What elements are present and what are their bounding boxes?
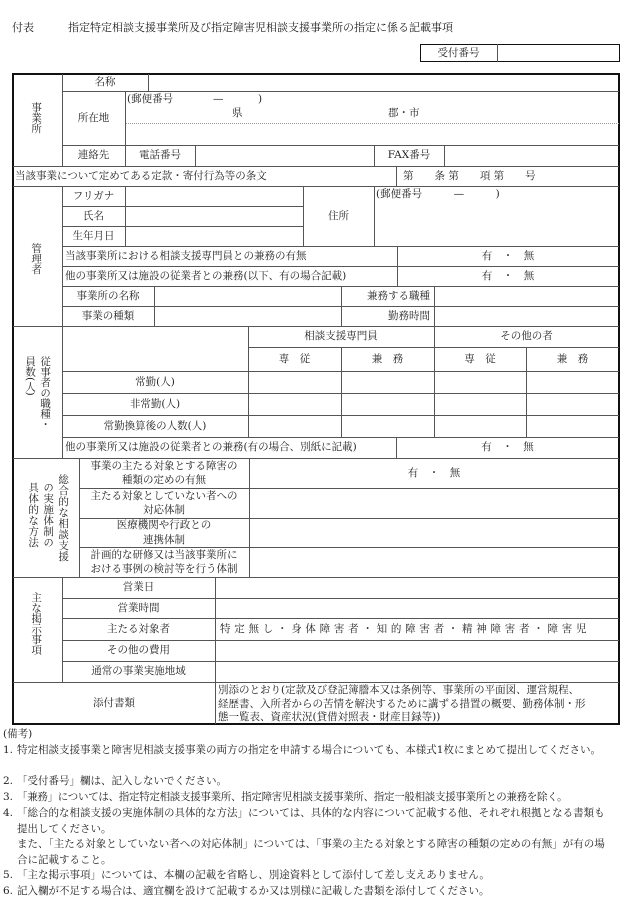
office-name-label: 名称 [94,76,116,89]
system-row-label-line: 医療機関や行政との [116,519,212,532]
posting-row-label: 営業日 [122,581,155,594]
office-county-city: 郡・市 [388,107,420,119]
receipt-number-field[interactable] [498,44,619,62]
manager-work-hours-label: 勤務時間 [388,309,430,322]
posting-target-persons-field[interactable]: 特 定 無 し ・ 身 体 障 害 者 ・ 知 的 障 害 者 ・ 精 神 障 害 者 ・ 障 害 児 [220,622,587,635]
note-number: 3. [3,791,14,803]
staff-col-specialist-concurrent: 兼 務 [371,352,404,365]
note-number: 5. [3,869,14,881]
office-phone-field[interactable] [196,145,374,166]
posting-business-days-field[interactable] [216,577,619,598]
staff-fulltime-specialist-dedicated-field[interactable] [249,372,341,393]
staff-group-specialist: 相談支援専門員 [304,330,378,343]
note-text: 特定相談支援事業と障害児相談支援事業の両方の指定を申請する場合についても、本様式1枚にまとめて提出してください。 [17,744,601,756]
notes-heading: (備考) [3,728,33,740]
note-item [3,837,618,868]
system-row-label-line: 連携体制 [143,533,185,546]
system-disability-type-choice[interactable]: 有 ・ 無 [407,466,461,479]
articles-field[interactable]: 第 条 第 項 第 号 [403,169,536,182]
manager-concurrent-other-label: 他の事業所又は施設の従業者との兼務(以下、有の場合記載) [65,269,347,282]
staff-fulltime-other-concurrent-field[interactable] [527,372,619,393]
note-text: 「主な掲示事項」については、本欄の記載を省略し、別途資料として添付して差し支えありません。 [17,869,490,881]
note-number: 6. [3,885,14,897]
staff-group-other: その他の者 [500,330,553,343]
posting-row-label: 通常の事業実施地域 [91,665,186,678]
note-text: 「兼務」については、指定特定相談支援事業所、指定障害児相談支援事業所、指定一般相談支援事業所との兼務を除く。 [17,791,568,803]
system-section-label-1: 具体的な方法 [27,482,40,548]
attachments-line: 別添のとおり(定款及び登記簿謄本又は条例等、事業所の平面図、運営規程、 [218,684,580,696]
note-item [3,806,618,837]
staff-parttime-specialist-dedicated-field[interactable] [249,394,341,415]
manager-office-name-label: 事業所の名称 [76,289,140,302]
note-text: 「受付番号」欄は、記入しないでください。 [17,775,227,787]
form-title: 指定特定相談支援事業所及び指定障害児相談支援事業所の指定に係る記載事項 [68,21,453,34]
posting-row-label: 主たる対象者 [107,622,170,635]
staff-fulltime-specialist-concurrent-field[interactable] [342,372,434,393]
system-row-label [79,458,249,488]
system-non-target-response-field[interactable] [250,488,619,518]
system-row-label-line: おける事例の検討等を行う体制 [90,563,238,575]
office-name-field[interactable] [149,74,619,91]
appendix-label: 付表 [12,21,34,34]
office-contact-label: 連絡先 [77,149,110,162]
system-row-label [79,547,249,577]
note-item [3,868,618,884]
system-section-label-3: 総合的な相談支援 [57,474,70,562]
manager-concurrent-other-choice[interactable]: 有 ・ 無 [481,269,535,282]
note-text: また、「主たる対象としていない者への対応体制」については、「事業の主たる対象とする障害の種類の定めの有無」が有の場合に記載すること。 [17,838,605,866]
office-postal-prefix: (郵便番号 [127,93,174,105]
office-prefecture: 県 [232,107,243,119]
manager-section-label: 管理者 [30,243,43,275]
staff-row-label: 常勤換算後の人数(人) [103,419,207,432]
posting-other-fees-field[interactable] [216,640,619,661]
office-fax-field[interactable] [445,145,619,166]
posting-section-label: 主な掲示事項 [30,592,43,655]
posting-business-hours-field[interactable] [216,598,619,618]
office-phone-label: 電話番号 [139,149,181,162]
manager-business-type-label: 事業の種類 [81,309,135,322]
staff-parttime-other-concurrent-field[interactable] [527,394,619,415]
manager-office-name-field[interactable] [155,287,341,306]
note-item [3,743,618,759]
manager-birthdate-label: 生年月日 [72,229,115,242]
office-fax-label: FAX番号 [387,149,431,162]
manager-address-field[interactable] [375,202,619,246]
manager-concurrent-specialist-choice[interactable]: 有 ・ 無 [481,249,535,262]
note-item [3,774,618,790]
articles-label: 当該事業について定めてある定款・寄付行為等の条文 [15,169,267,182]
manager-furigana-label: フリガナ [72,189,115,202]
note-text: 記入欄が不足する場合は、適宜欄を設けて記載するか又は別様に記載した書類を添付してください。 [17,885,490,897]
staff-fte-specialist-dedicated-field[interactable] [249,416,341,437]
system-row-label-line: 種類の定めの有無 [122,474,206,486]
attachments-line: 態一覧表、資産状況(貸借対照表・財産目録等)) [218,711,441,723]
staff-col-other-dedicated: 専 従 [464,352,496,365]
staff-section-label-2: 員数(人) [24,356,37,396]
office-postal-suffix: ) [258,93,263,105]
manager-job-type-field[interactable] [435,287,619,306]
attachments-line: 経歴書、入所者からの苦情を解決するために講ずる措置の概要、勤務体制・形 [218,697,586,710]
note-number: 1. [3,744,14,756]
system-row-label-line: 対応体制 [143,504,185,516]
manager-furigana-field[interactable] [126,187,303,206]
manager-address-label: 住所 [328,209,349,222]
posting-row-label: その他の費用 [107,644,170,657]
note-text: 「総合的な相談支援の実施体制の具体的な方法」については、具体的な内容について記載する他、それぞれ根拠となる書類も提出してください。 [17,807,605,835]
system-row-label [79,518,249,547]
manager-business-type-field[interactable] [155,307,341,326]
staff-section-label-1: 従事者の職種・ [39,356,52,430]
manager-birthdate-field[interactable] [126,227,303,246]
staff-parttime-specialist-concurrent-field[interactable] [342,394,434,415]
manager-postal-text: (郵便番号 — ) [376,188,500,200]
staff-fte-specialist-concurrent-field[interactable] [342,416,434,437]
note-number: 4. [3,807,14,819]
manager-name-label: 氏名 [83,209,104,222]
staff-parttime-other-dedicated-field[interactable] [435,394,526,415]
staff-concurrent-label: 他の事業所又は施設の従業者との兼務(有の場合、別紙に記載) [65,441,357,454]
note-number: 2. [3,775,14,787]
manager-concurrent-specialist-label: 当該事業所における相談支援専門員との兼務の有無 [65,249,307,262]
system-row-label-line: 事業の主たる対象とする障害の [90,459,238,472]
staff-row-label: 常勤(人) [135,375,175,388]
manager-job-type-label: 兼務する職種 [367,289,430,302]
system-row-label-line: 計画的な研修又は当該事業所に [90,548,238,561]
receipt-number-label: 受付番号 [437,46,480,59]
attachments-text [218,684,618,725]
staff-row-label: 非常勤(人) [129,397,181,410]
staff-concurrent-choice[interactable]: 有 ・ 無 [481,441,534,454]
system-training-field[interactable] [250,547,619,577]
manager-name-field[interactable] [126,207,303,226]
note-item [3,884,618,900]
posting-service-area-field[interactable] [216,661,619,682]
note-item [3,790,618,806]
attachments-label: 添付書類 [93,696,135,709]
office-section-label: 事業所 [30,102,43,134]
system-row-label [79,488,249,518]
staff-col-other-concurrent: 兼 務 [556,352,589,365]
office-location-label: 所在地 [77,111,110,124]
staff-col-specialist-dedicated: 専 従 [278,352,311,365]
system-section-label-2: の実施体制の [42,482,55,548]
system-row-label-line: 主たる対象としていない者への [90,489,238,502]
staff-fte-other-concurrent-field[interactable] [527,416,619,437]
staff-fulltime-other-dedicated-field[interactable] [435,372,526,393]
posting-row-label: 営業時間 [117,601,160,614]
office-postal-dash: — [213,93,224,105]
manager-work-hours-field[interactable] [435,307,619,326]
office-address-field[interactable] [126,124,619,145]
system-medical-cooperation-field[interactable] [250,518,619,547]
staff-fte-other-dedicated-field[interactable] [435,416,526,437]
